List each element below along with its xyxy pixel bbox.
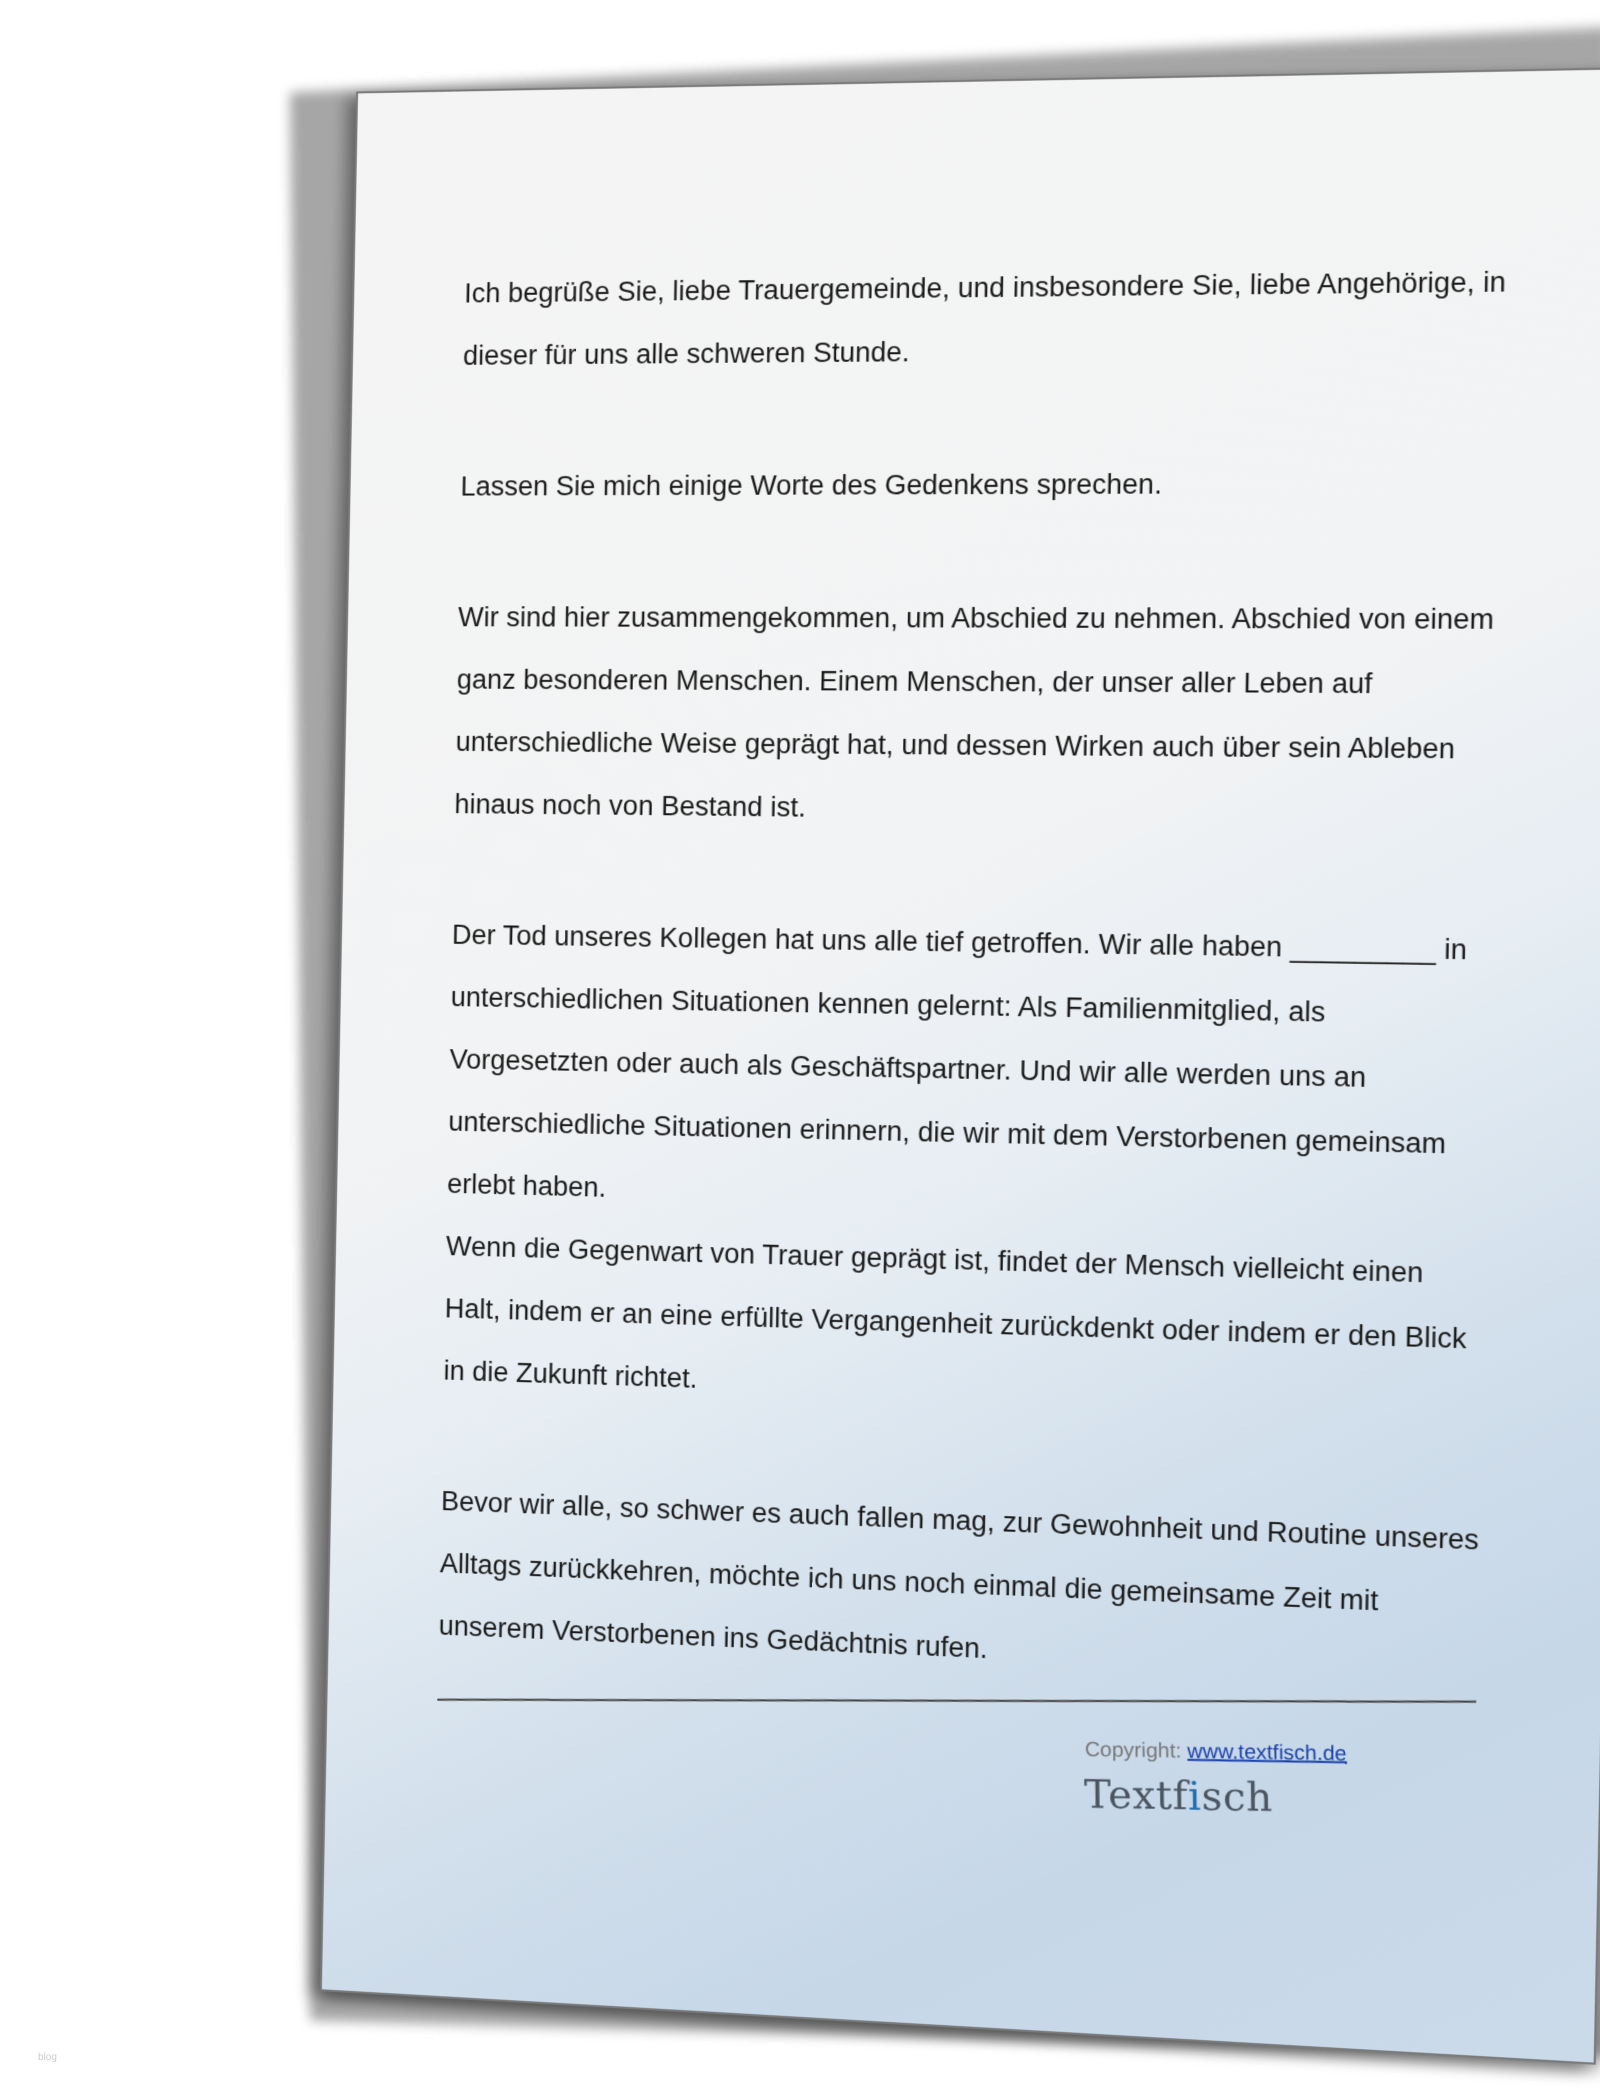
corner-watermark: blog <box>38 2052 57 2063</box>
brand-logo <box>1084 1771 1273 1820</box>
paragraph-colleague: Der Tod unseres Kollegen hat uns alle tief getroffen. Wir alle haben _________ in unterschiedlichen Situationen kennen gelernt: Als Familienmitglied, als Vorgesetzten oder auch als Geschäftspartner. Und wir alle werden uns an unterschiedliche Situationen erinnern, die wir mit dem Verstorbenen gemeinsam erlebt haben. <box>446 919 1468 1203</box>
copyright-notice <box>1085 1739 1347 1767</box>
document-body <box>437 250 1512 1774</box>
paragraph-greeting: Ich begrüße Sie, liebe Trauergemeinde, und insbesondere Sie, liebe Angehörige, in dieser für uns alle schweren Stunde. <box>462 266 1507 371</box>
fish-icon: i <box>1187 1773 1202 1819</box>
copyright-link[interactable]: www.textfisch.de <box>1187 1740 1347 1766</box>
paragraph-grief: Wenn die Gegenwart von Trauer geprägt ist, findet der Mensch vielleicht einen Halt, indem er an eine erfüllte Vergangenheit zurückdenkt oder indem er den Blick in die Zukunft richtet. <box>443 1230 1467 1394</box>
paragraph-memory: Bevor wir alle, so schwer es auch fallen mag, zur Gewohnheit und Routine unseres Alltags zurückkehren, möchte ich uns noch einmal die gemeinsame Zeit mit unserem Verstorbenen ins Gedächtnis rufen. <box>438 1485 1480 1665</box>
copyright-label: Copyright: <box>1084 1738 1182 1763</box>
paragraph-intro: Lassen Sie mich einige Worte des Gedenkens sprechen. <box>460 468 1163 502</box>
brand-text-suffix: sch <box>1201 1773 1274 1821</box>
brand-text-prefix: Textf <box>1083 1771 1189 1819</box>
document-page <box>320 67 1600 2065</box>
paragraph-farewell: Wir sind hier zusammengekommen, um Abschied zu nehmen. Abschied von einem ganz besonderen Menschen. Einem Menschen, der unser aller Leben auf unterschiedliche Weise geprägt hat, und dessen Wirken auch über sein Ableben hinaus noch von Bestand ist. <box>454 602 1495 823</box>
